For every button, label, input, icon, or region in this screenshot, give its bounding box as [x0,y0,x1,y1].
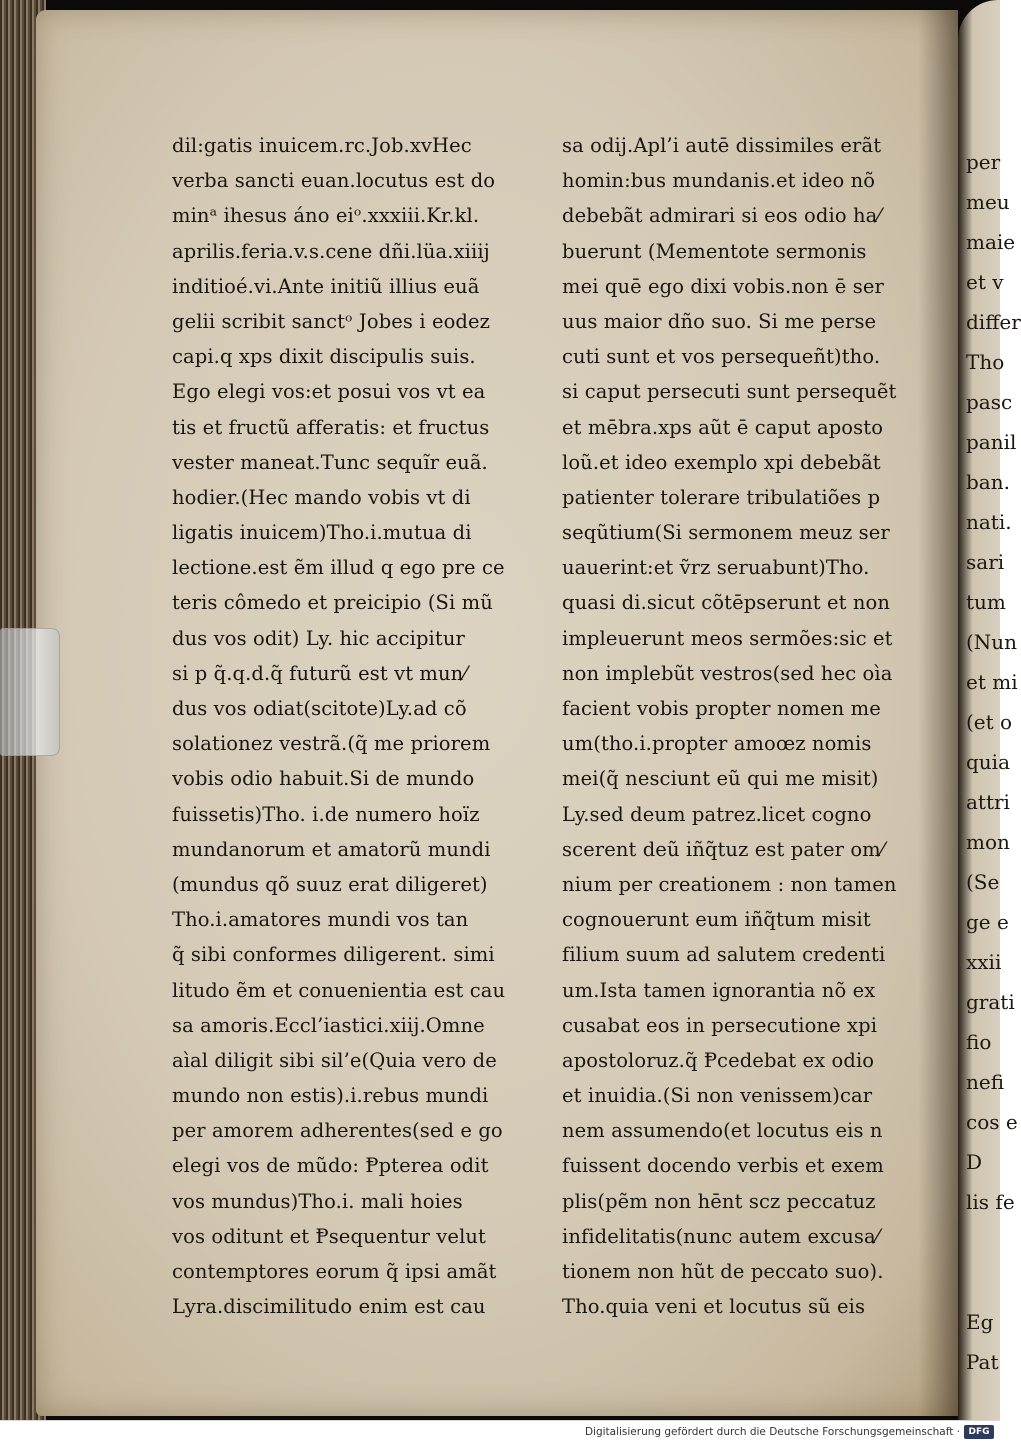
text-line-left: Tho.i.amatores mundi vos tan [172,908,469,932]
facing-page-fragment: attri [966,790,1010,814]
facing-page-fragment: fio [966,1030,992,1054]
text-line-right: patienter tolerare tribulatiões p [562,485,881,509]
text-line-left: (mundus qõ suuz erat diligeret) [172,872,488,896]
text-line-left: Ego elegi vos:et posui vos vt ea [172,380,486,404]
text-line-left: capi.q xps dixit discipulis suis. [172,345,476,369]
facing-page-fragment: quia [966,750,1011,774]
facing-page-fragment: et mi [966,670,1018,694]
text-line-right: um(tho.i.propter amoœz nomis [562,732,872,756]
facing-page-fragment: (Nun [966,630,1018,654]
facing-page [958,0,1021,1420]
funding-credit: Digitalisierung gefördert durch die Deutsche Forschungsgemeinschaft · [584,1426,960,1438]
facing-page-fragment: grati [966,990,1015,1014]
text-line-right: sa odij.Apl’i autē dissimiles erãt [562,134,882,157]
text-line-left: si p q̃.q.d.q̃ futurũ est vt mun⁄ [172,661,467,685]
text-line-left: vobis odio habuit.Si de mundo [172,767,475,791]
text-line-left: hodier.(Hec mando vobis vt di [172,485,471,509]
text-line-left: q̃ sibi conformes diligerent. simi [172,943,495,967]
text-line-right: filium suum ad salutem credenti [562,943,886,967]
facing-page-fragment: mon [966,830,1010,854]
text-line-right: si caput persecuti sunt persequẽt [562,380,897,404]
text-line-left: aìal diligit sibi sil’e(Quia vero de [172,1048,497,1072]
text-line-right: et mēbra.xps aũt ē caput aposto [562,415,884,439]
text-line-right: mei(q̃ nesciunt eũ qui me misit) [562,767,879,791]
text-line-right: um.Ista tamen ignorantia nõ ex [562,978,876,1002]
facing-page-fragment: cos e [966,1110,1018,1134]
text-line-right: impleuerunt meos sermões:sic et [562,626,893,650]
text-line-right: mei quē ego dixi vobis.non ē ser [562,274,884,298]
text-line-right: quasi di.sicut cõtēpserunt et non [562,591,891,615]
text-line-right: facient vobis propter nomen me [562,697,881,720]
text-line-left: elegi vos de mũdo: Ᵽpterea odit [172,1154,489,1178]
text-line-right: Tho.quia veni et locutus sũ eis [562,1295,866,1319]
text-line-right: cusabat eos in persecutione xpi [562,1013,878,1037]
text-line-left: vester maneat.Tunc sequĩr euã. [172,450,488,474]
text-line-left: solationez vestrã.(q̃ me priorem [172,732,491,756]
text-line-left: dus vos odit) Ly. hic accipitur [172,626,465,650]
text-line-left: contemptores eorum q̃ ipsi amãt [172,1260,497,1283]
facing-page-fragment: Pat [966,1350,999,1374]
text-line-right: homin:bus mundanis.et ideo nõ [562,169,876,193]
text-line-right: buerunt (Mementote sermonis [562,239,867,263]
page-clip [0,628,60,756]
text-line-left: litudo ẽm et conuenientia est cau [172,978,506,1002]
text-line-right: fuissent docendo verbis et exem [562,1154,884,1178]
text-line-right: scerent deũ iñq̃tuz est pater om⁄ [562,837,885,861]
text-line-right: apostoloruz.q̃ Ᵽcedebat ex odio [562,1048,875,1072]
text-line-right: non implebũt vestros(sed hec oìa [562,661,893,685]
text-line-left: dil:gatis inuicem.rc.Job.xvHec [172,134,472,157]
text-line-right: nium per creationem : non tamen [562,872,897,896]
text-line-right: nem assumendo(et locutus eis n [562,1119,883,1143]
facing-page-fragment: per [966,150,1001,174]
text-line-right: infidelitatis(nunc autem excusa⁄ [562,1224,880,1248]
text-line-right: seqũtium(Si sermonem meuz ser [562,521,890,545]
facing-page-fragment: (et o [966,710,1013,734]
facing-page-fragment: maie [966,230,1016,254]
text-line-right: plis(pẽm non hēnt scz peccatuz [562,1189,876,1213]
text-line-right: uauerint:et ṽrz seruabunt)Tho. [562,556,870,580]
text-line-left: Lyra.discimilitudo enim est cau [172,1295,486,1319]
facing-page-fragment: ban. [966,470,1010,494]
facing-page-fragment: (Se [966,870,1000,894]
text-line-left: dus vos odiat(scitote)Ly.ad cõ [172,697,467,720]
facing-page-fragment: nefi [966,1070,1005,1094]
text-line-left: minᵃ ihesus áno eiᵒ.xxxiii.Kr.kl. [172,204,480,228]
text-line-left: gelii scribit sanctᵒ Jobes i eodez [172,309,491,333]
facing-page-fragment: sari [966,550,1005,574]
text-line-right: cognouerunt eum iñq̃tum misit [562,908,871,932]
facing-page-fragment: et v [966,270,1004,294]
footer-bar [0,1420,1000,1445]
facing-page-fragment: Tho [966,350,1005,374]
text-line-right: uus maior dño suo. Si me perse [562,309,877,333]
text-line-right: tionem non hũt de peccato suo). [562,1260,884,1283]
facing-page-fragment: ge e [966,910,1009,934]
text-line-right: et inuidia.(Si non venissem)car [562,1084,873,1108]
facing-page-fragment: meu [966,190,1010,214]
text-line-right: debebãt admirari si eos odio ha⁄ [562,204,881,228]
facing-page-fragment: Eg [966,1310,994,1334]
text-line-left: vos mundus)Tho.i. mali hoies [172,1189,463,1213]
facing-page-fragment: differ [966,310,1021,334]
facing-page-fragment: nati. [966,510,1012,534]
text-line-left: mundanorum et amatorũ mundi [172,837,491,861]
dfg-logo: DFG [964,1425,994,1439]
facing-page-fragment: panil [966,430,1017,454]
facing-page-fragment: pasc [966,390,1013,414]
text-line-left: mundo non estis).i.rebus mundi [172,1084,489,1108]
text-line-left: per amorem adherentes(sed e go [172,1119,503,1143]
text-line-left: vos oditunt et Ᵽsequentur velut [172,1224,486,1248]
text-column-left [172,128,552,1324]
text-line-left: inditioé.vi.Ante initiũ illius euã [172,274,480,298]
text-line-left: tis et fructũ afferatis: et fructus [172,415,490,439]
text-line-right: cuti sunt et vos persequeñt)tho. [562,345,881,369]
text-line-left: sa amoris.Eccl’iastici.xiij.Omne [172,1013,485,1037]
text-column-right [562,128,934,1324]
text-line-left: aprilis.feria.v.s.cene dñi.lüa.xiiij [172,239,490,263]
text-line-right: loũ.et ideo exemplo xpi debebãt [562,450,881,474]
text-line-left: verba sancti euan.locutus est do [172,169,496,193]
text-line-left: fuissetis)Tho. i.de numero hoïz [172,802,480,826]
facing-page-fragment: tum [966,590,1006,614]
facing-page-fragment: D [966,1150,983,1174]
text-line-left: teris cômedo et preicipio (Si mũ [172,591,493,615]
facing-page-fragment: lis fe [966,1190,1015,1214]
text-line-right: Ly.sed deum patrez.licet cogno [562,802,872,826]
text-line-left: lectione.est ẽm illud q ego pre ce [172,556,505,580]
facing-page-fragment: xxii [966,950,1002,974]
text-line-left: ligatis inuicem)Tho.i.mutua di [172,521,472,545]
